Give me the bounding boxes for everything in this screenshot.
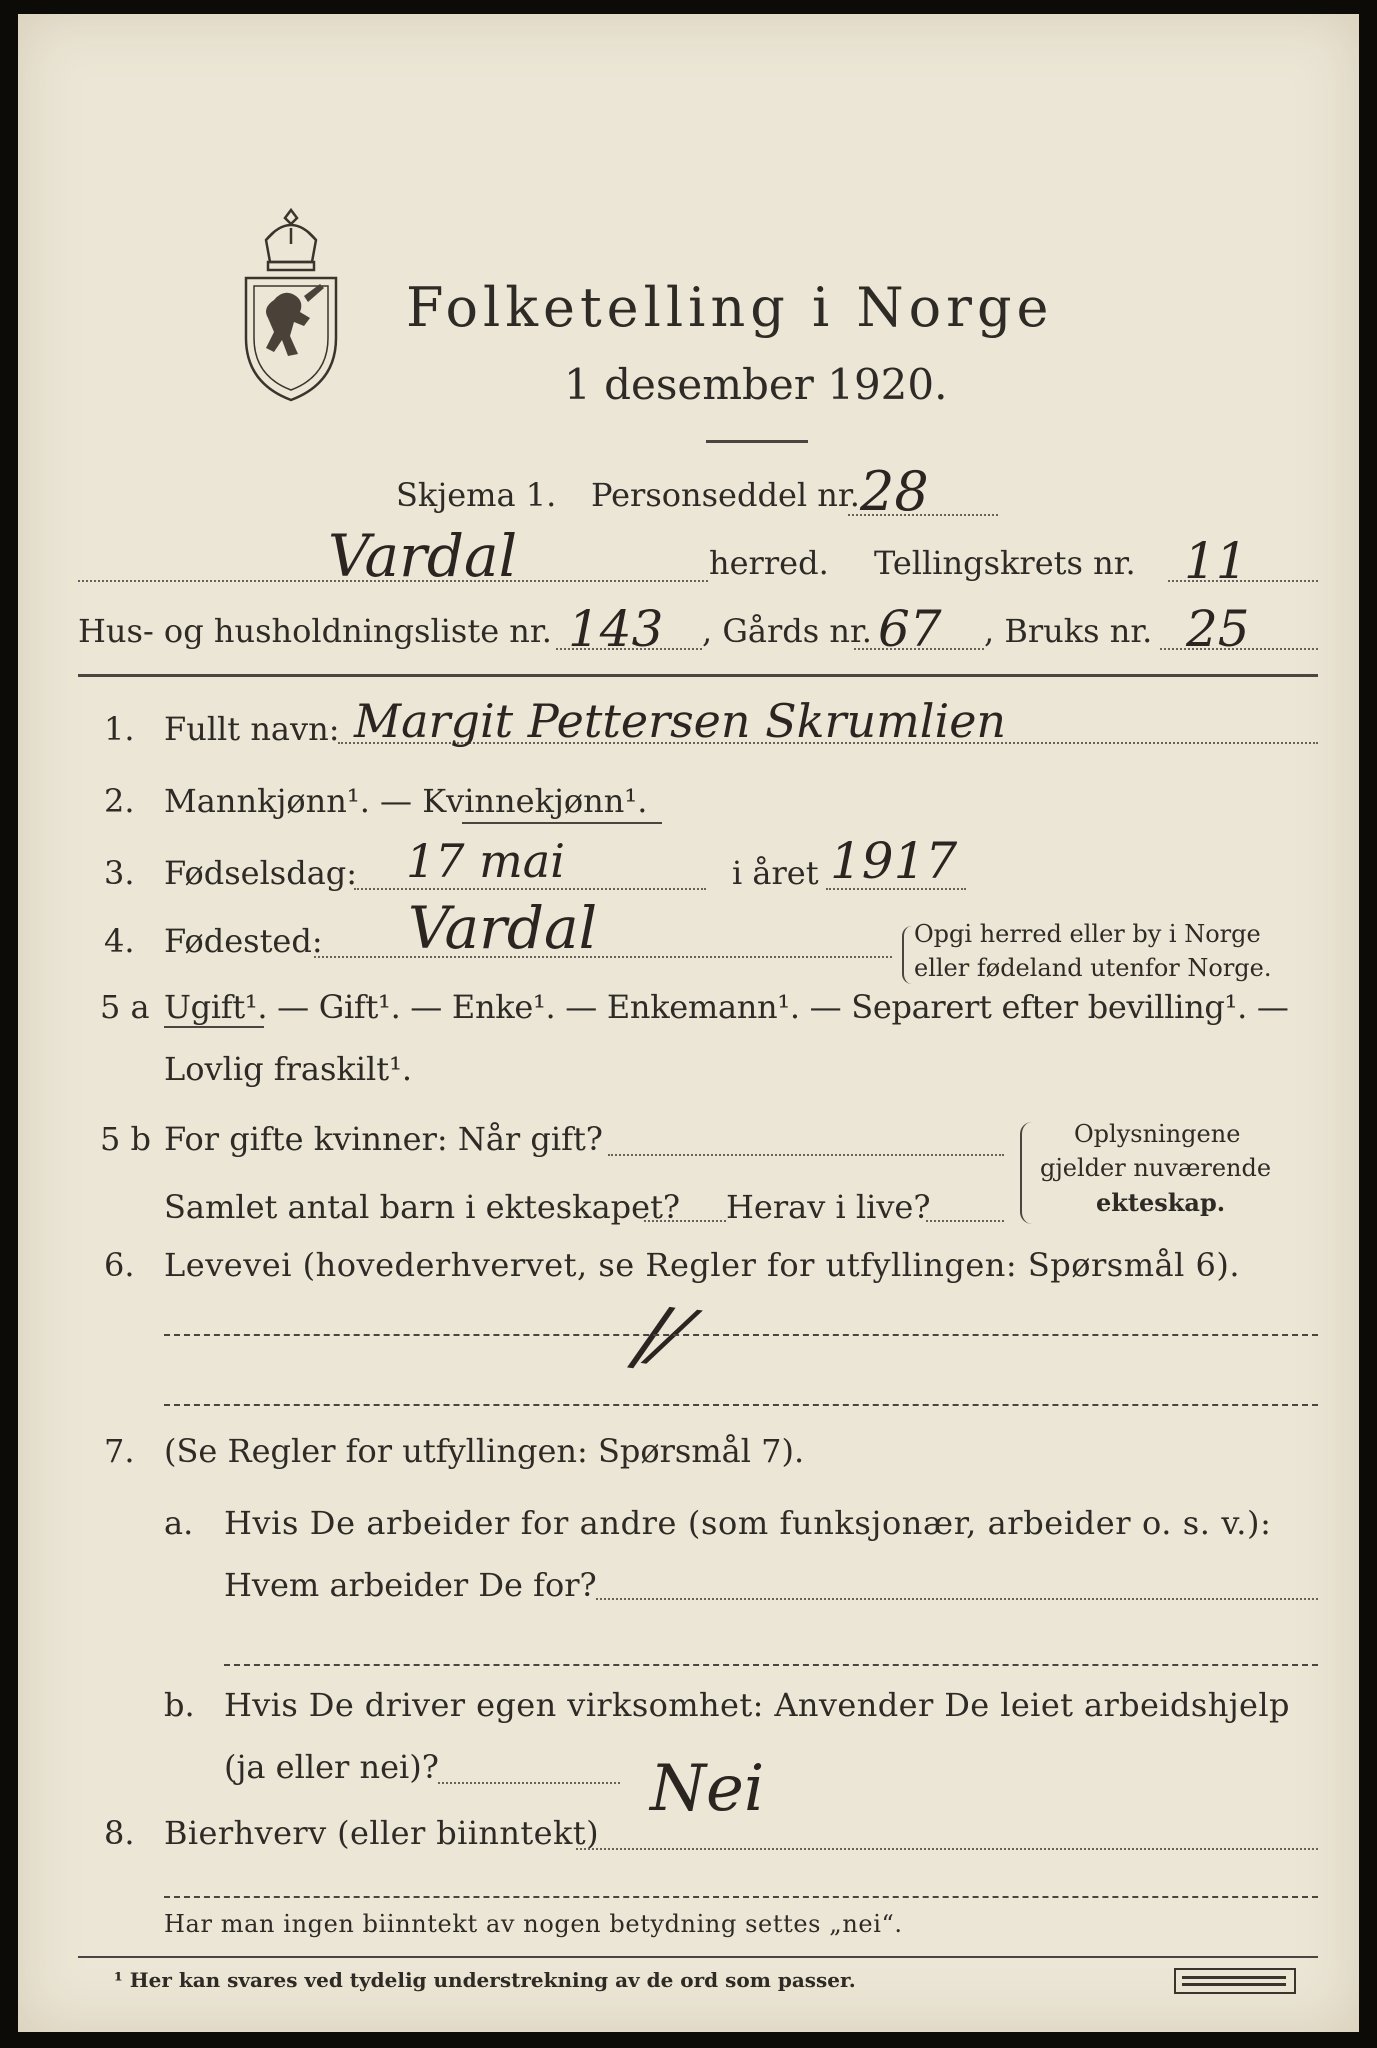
personseddel-value[interactable]: 28 bbox=[860, 460, 929, 523]
q4-note-line1: Opgi herred eller by i Norge bbox=[914, 920, 1261, 948]
q4-birthplace[interactable]: Vardal bbox=[408, 894, 598, 962]
footnote: ¹ Her kan svares ved tydelig understrekning av de ord som passer. bbox=[114, 1968, 856, 1992]
q5b-number: 5 b bbox=[100, 1120, 152, 1158]
q3-birth-date[interactable]: 17 mai bbox=[406, 834, 565, 888]
q7-label: (Se Regler for utfyllingen: Spørsmål 7). bbox=[164, 1432, 805, 1470]
tellingskrets-label: Tellingskrets nr. bbox=[874, 544, 1136, 582]
bruks-label: , Bruks nr. bbox=[984, 612, 1153, 650]
q1-number: 1. bbox=[104, 710, 135, 748]
q3-date-line bbox=[354, 888, 706, 890]
census-form bbox=[18, 14, 1359, 2032]
q8-line2 bbox=[164, 1896, 1318, 1898]
q7-number: 7. bbox=[104, 1432, 135, 1470]
q7a-answer-line1 bbox=[596, 1598, 1318, 1600]
q4-line bbox=[314, 956, 892, 958]
q5b-children-line bbox=[644, 1220, 726, 1222]
q7b-letter: b. bbox=[164, 1686, 195, 1724]
q4-label: Fødested: bbox=[164, 922, 323, 960]
form-title: Folketelling i Norge bbox=[406, 276, 1054, 339]
q5b-alive-line bbox=[926, 1220, 1004, 1222]
q1-full-name[interactable]: Margit Pettersen Skrumlien bbox=[354, 694, 1007, 748]
q5a-underline-ugift bbox=[164, 1026, 264, 1028]
q5b-note-line3: ekteskap. bbox=[1096, 1188, 1226, 1217]
q1-label: Fullt navn: bbox=[164, 710, 340, 748]
hus-label: Hus- og husholdningsliste nr. bbox=[78, 612, 552, 650]
q5a-marital-options[interactable]: Ugift¹. — Gift¹. — Enke¹. — Enkemann¹. — Separert efter bevilling¹. — bbox=[164, 988, 1289, 1026]
q4-note-bracket bbox=[902, 926, 912, 984]
q6-occupation-value[interactable]: /⁄ bbox=[631, 1287, 685, 1386]
q7a-line2: Hvem arbeider De for? bbox=[224, 1566, 597, 1604]
q6-line1 bbox=[164, 1334, 1318, 1336]
bruks-value[interactable]: 25 bbox=[1186, 600, 1250, 658]
coat-of-arms-icon bbox=[236, 200, 346, 410]
q4-number: 4. bbox=[104, 922, 135, 960]
q2-number: 2. bbox=[104, 782, 135, 820]
herred-label: herred. bbox=[709, 544, 829, 582]
footer-divider bbox=[78, 1956, 1318, 1958]
tellingskrets-value[interactable]: 11 bbox=[1184, 532, 1248, 590]
q3-year-label: i året bbox=[732, 854, 819, 892]
q5b-note-line2: gjelder nuværende bbox=[1040, 1154, 1272, 1182]
q5a-number: 5 a bbox=[100, 988, 150, 1026]
q5b-note-line1: Oplysningene bbox=[1074, 1120, 1241, 1148]
q8-label: Bierhverv (eller biinntekt) bbox=[164, 1814, 599, 1852]
q2-gender-options[interactable]: Mannkjønn¹. — Kvinnekjønn¹. bbox=[164, 782, 648, 820]
skjema-label: Skjema 1. bbox=[396, 476, 557, 514]
q5b-children-label: Samlet antal barn i ekteskapet? bbox=[164, 1188, 681, 1226]
q6-line2 bbox=[164, 1404, 1318, 1406]
census-date: 1 desember 1920. bbox=[564, 360, 948, 409]
q3-number: 3. bbox=[104, 854, 135, 892]
q7b-line1: Hvis De driver egen virksomhet: Anvender De leiet arbeidshjelp bbox=[224, 1686, 1290, 1724]
personseddel-label: Personseddel nr. bbox=[591, 476, 860, 514]
q2-underline-kvinnekjonn bbox=[462, 822, 662, 824]
q4-note-line2: eller fødeland utenfor Norge. bbox=[914, 954, 1272, 982]
q7a-line1: Hvis De arbeider for andre (som funksjonær, arbeider o. s. v.): bbox=[224, 1504, 1272, 1542]
herred-value[interactable]: Vardal bbox=[328, 522, 518, 590]
q6-number: 6. bbox=[104, 1246, 135, 1284]
title-divider bbox=[706, 440, 808, 443]
header-divider bbox=[78, 674, 1318, 677]
printer-stamp bbox=[1174, 1968, 1296, 1994]
footer-note: Har man ingen biinntekt av nogen betydning settes „nei“. bbox=[164, 1910, 903, 1938]
q3-birth-year[interactable]: 1917 bbox=[830, 832, 958, 890]
q7a-answer-line2 bbox=[224, 1664, 1318, 1666]
q5b-line1: For gifte kvinner: Når gift? bbox=[164, 1120, 603, 1158]
q5b-note-bracket bbox=[1020, 1122, 1032, 1224]
q8-line1 bbox=[576, 1848, 1318, 1850]
q7b-answer-line bbox=[438, 1782, 620, 1784]
q7b-line2: (ja eller nei)? bbox=[224, 1748, 439, 1786]
gards-value[interactable]: 67 bbox=[878, 600, 942, 658]
hus-value[interactable]: 143 bbox=[568, 600, 664, 658]
q7a-letter: a. bbox=[164, 1504, 194, 1542]
q5b-alive-label: Herav i live? bbox=[726, 1188, 931, 1226]
q3-label: Fødselsdag: bbox=[164, 854, 358, 892]
q8-number: 8. bbox=[104, 1814, 135, 1852]
q6-label: Levevei (hovederhvervet, se Regler for utfyllingen: Spørsmål 6). bbox=[164, 1246, 1241, 1284]
q5b-married-line bbox=[608, 1154, 1004, 1156]
q8-value[interactable]: Nei bbox=[650, 1752, 765, 1826]
q5a-line2[interactable]: Lovlig fraskilt¹. bbox=[164, 1050, 413, 1088]
gards-label: , Gårds nr. bbox=[702, 612, 872, 650]
